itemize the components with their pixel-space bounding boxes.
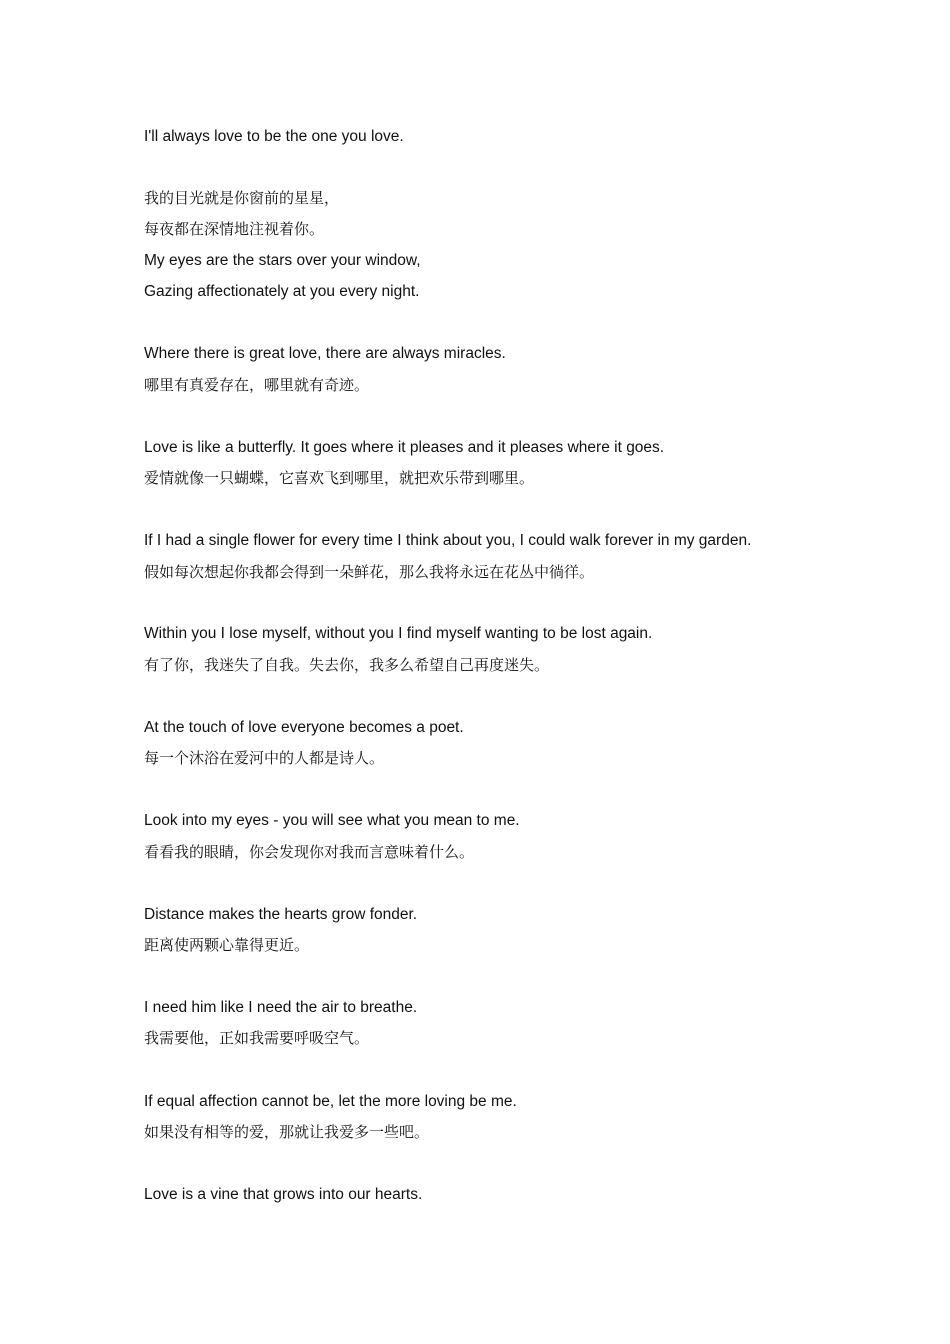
text-line: Love is like a butterfly. It goes where it pleases and it pleases where it goes. — [144, 439, 665, 456]
text-line: 我的目光就是你窗前的星星， — [144, 189, 340, 207]
text-line: 每一个沐浴在爱河中的人都是诗人。 — [144, 749, 385, 767]
text-line: 我需要他，正如我需要呼吸空气。 — [144, 1029, 370, 1047]
text-line: 有了你，我迷失了自我。失去你，我多么希望自己再度迷失。 — [144, 656, 550, 674]
text-line: Gazing affectionately at you every night. — [144, 283, 420, 300]
text-line: 假如每次想起你我都会得到一朵鲜花，那么我将永远在花丛中徜徉。 — [144, 563, 595, 581]
text-line: 距离使两颗心靠得更近。 — [144, 936, 310, 954]
text-line: 爱情就像一只蝴蝶，它喜欢飞到哪里，就把欢乐带到哪里。 — [144, 469, 535, 487]
text-line: Where there is great love, there are always miracles. — [144, 345, 506, 362]
text-line: Love is a vine that grows into our hearts. — [144, 1186, 423, 1203]
text-line: At the touch of love everyone becomes a poet. — [144, 719, 464, 736]
text-line: 看看我的眼睛，你会发现你对我而言意味着什么。 — [144, 843, 475, 861]
text-line: If I had a single flower for every time I think about you, I could walk forever in my garden. — [144, 532, 752, 549]
text-line: 如果没有相等的爱，那就让我爱多一些吧。 — [144, 1123, 430, 1141]
text-line: Distance makes the hearts grow fonder. — [144, 906, 418, 923]
text-line: 哪里有真爱存在，哪里就有奇迹。 — [144, 376, 370, 394]
text-line: I'll always love to be the one you love. — [144, 128, 404, 145]
text-line: My eyes are the stars over your window, — [144, 252, 421, 269]
text-line: I need him like I need the air to breathe. — [144, 999, 418, 1016]
text-line: Look into my eyes - you will see what you mean to me. — [144, 812, 520, 829]
text-line: If equal affection cannot be, let the more loving be me. — [144, 1093, 517, 1110]
text-line: Within you I lose myself, without you I find myself wanting to be lost again. — [144, 625, 653, 642]
text-line: 每夜都在深情地注视着你。 — [144, 220, 325, 238]
